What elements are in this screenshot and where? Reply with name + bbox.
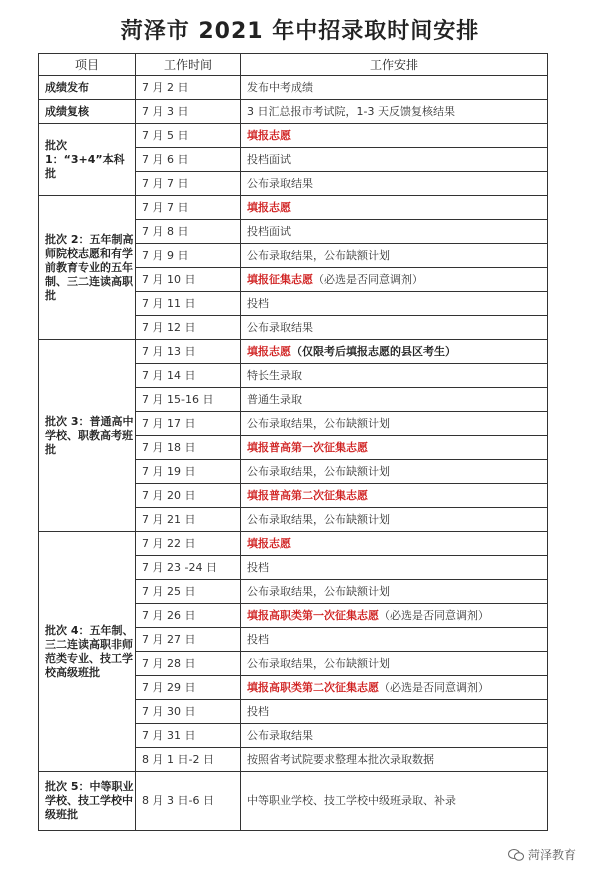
work-time: 7 月 11 日 xyxy=(136,292,241,316)
task-text: 公布录取结果 xyxy=(247,176,313,190)
work-task xyxy=(241,604,548,628)
task-note: （必选是否同意调剂） xyxy=(379,680,489,694)
work-task xyxy=(241,268,548,292)
task-text: 按照省考试院要求整理本批次录取数据 xyxy=(247,752,434,766)
work-task xyxy=(241,676,548,700)
table-row xyxy=(39,532,548,556)
work-time: 7 月 7 日 xyxy=(136,172,241,196)
batch-label: 批次 2：五年制高师院校志愿和有学前教育专业的五年制、三二连读高职批 xyxy=(39,196,136,340)
work-time: 7 月 28 日 xyxy=(136,652,241,676)
work-task xyxy=(241,484,548,508)
work-task xyxy=(241,220,548,244)
work-time: 7 月 13 日 xyxy=(136,340,241,364)
table-row xyxy=(39,76,548,100)
table-row xyxy=(39,196,548,220)
work-time: 7 月 7 日 xyxy=(136,196,241,220)
work-time: 7 月 17 日 xyxy=(136,412,241,436)
task-text: 公布录取结果，公布缺额计划 xyxy=(247,464,390,478)
table-row xyxy=(39,100,548,124)
task-text: 特长生录取 xyxy=(247,368,302,382)
task-text: 填报高职类第二次征集志愿 xyxy=(247,680,379,694)
work-task xyxy=(241,724,548,748)
work-time: 7 月 29 日 xyxy=(136,676,241,700)
task-text: 填报志愿 xyxy=(247,200,291,214)
task-note: （必选是否同意调剂） xyxy=(379,608,489,622)
work-time: 7 月 9 日 xyxy=(136,244,241,268)
work-task xyxy=(241,292,548,316)
task-text: 中等职业学校、技工学校中级班录取、补录 xyxy=(247,794,456,807)
schedule-table xyxy=(38,53,548,831)
work-time: 7 月 21 日 xyxy=(136,508,241,532)
task-text: 公布录取结果，公布缺额计划 xyxy=(247,248,390,262)
work-task xyxy=(241,100,548,124)
task-text: 投档 xyxy=(247,560,269,574)
page-title: 菏泽市 2021 年中招录取时间安排 xyxy=(120,19,480,44)
task-text: 公布录取结果 xyxy=(247,728,313,742)
task-note: （仅限考后填报志愿的县区考生） xyxy=(291,344,456,358)
work-time: 7 月 22 日 xyxy=(136,532,241,556)
task-text: 公布录取结果，公布缺额计划 xyxy=(247,512,390,526)
task-text: 投档面试 xyxy=(247,224,291,238)
work-task xyxy=(241,244,548,268)
work-task xyxy=(241,700,548,724)
task-text: 填报征集志愿 xyxy=(247,272,313,286)
table-header-row xyxy=(39,54,548,76)
work-task xyxy=(241,772,548,831)
task-text: 投档 xyxy=(247,704,269,718)
table-row xyxy=(39,772,548,831)
work-task xyxy=(241,388,548,412)
table-row xyxy=(39,124,548,148)
work-time: 7 月 26 日 xyxy=(136,604,241,628)
work-time: 7 月 15-16 日 xyxy=(136,388,241,412)
batch-label: 批次 1：“3+4”本科批 xyxy=(39,124,136,196)
task-text: 投档 xyxy=(247,296,269,310)
work-task xyxy=(241,124,548,148)
work-time: 8 月 3 日-6 日 xyxy=(136,772,241,831)
work-task xyxy=(241,364,548,388)
work-time: 7 月 20 日 xyxy=(136,484,241,508)
batch-label: 批次 3：普通高中学校、职教高考班批 xyxy=(39,340,136,532)
batch-label: 批次 5：中等职业学校、技工学校中级班批 xyxy=(39,772,136,831)
table-row xyxy=(39,340,548,364)
batch-label: 批次 4：五年制、三二连读高职非师范类专业、技工学校高级班批 xyxy=(39,532,136,772)
work-time: 7 月 14 日 xyxy=(136,364,241,388)
wechat-icon xyxy=(508,849,524,861)
work-task xyxy=(241,412,548,436)
work-time: 7 月 30 日 xyxy=(136,700,241,724)
work-task xyxy=(241,436,548,460)
work-task xyxy=(241,532,548,556)
work-time: 7 月 18 日 xyxy=(136,436,241,460)
work-task xyxy=(241,196,548,220)
work-task xyxy=(241,580,548,604)
work-task xyxy=(241,508,548,532)
task-text: 填报志愿 xyxy=(247,128,291,142)
work-task xyxy=(241,652,548,676)
task-text: 普通生录取 xyxy=(247,392,302,406)
work-task xyxy=(241,340,548,364)
work-task xyxy=(241,460,548,484)
work-task xyxy=(241,316,548,340)
task-text: 发布中考成绩 xyxy=(247,80,313,94)
work-task xyxy=(241,148,548,172)
schedule-body xyxy=(39,76,548,831)
work-time: 7 月 27 日 xyxy=(136,628,241,652)
watermark-text: 菏泽教育 xyxy=(528,848,577,862)
task-text: 公布录取结果，公布缺额计划 xyxy=(247,584,390,598)
task-text: 公布录取结果，公布缺额计划 xyxy=(247,416,390,430)
batch-label: 成绩发布 xyxy=(39,76,136,100)
work-time: 7 月 3 日 xyxy=(136,100,241,124)
task-text: 公布录取结果，公布缺额计划 xyxy=(247,656,390,670)
header-item: 项目 xyxy=(39,54,136,76)
work-task xyxy=(241,556,548,580)
work-task xyxy=(241,628,548,652)
work-task xyxy=(241,76,548,100)
watermark xyxy=(508,846,576,863)
task-text: 填报高职类第一次征集志愿 xyxy=(247,608,379,622)
work-time: 7 月 25 日 xyxy=(136,580,241,604)
work-time: 7 月 6 日 xyxy=(136,148,241,172)
task-note: （必选是否同意调剂） xyxy=(313,272,423,286)
work-time: 7 月 5 日 xyxy=(136,124,241,148)
batch-label: 成绩复核 xyxy=(39,100,136,124)
task-text: 公布录取结果 xyxy=(247,320,313,334)
task-text: 投档 xyxy=(247,632,269,646)
work-task xyxy=(241,748,548,772)
work-time: 7 月 8 日 xyxy=(136,220,241,244)
work-time: 7 月 31 日 xyxy=(136,724,241,748)
task-text: 3 日汇总报市考试院，1-3 天反馈复核结果 xyxy=(247,104,455,118)
task-text: 投档面试 xyxy=(247,152,291,166)
work-time: 7 月 19 日 xyxy=(136,460,241,484)
task-text: 填报志愿 xyxy=(247,344,291,358)
header-task: 工作安排 xyxy=(241,54,548,76)
task-text: 填报普高第一次征集志愿 xyxy=(247,440,368,454)
task-text: 填报普高第二次征集志愿 xyxy=(247,488,368,502)
work-time: 7 月 2 日 xyxy=(136,76,241,100)
work-time: 7 月 12 日 xyxy=(136,316,241,340)
work-time: 7 月 23 -24 日 xyxy=(136,556,241,580)
work-task xyxy=(241,172,548,196)
work-time: 7 月 10 日 xyxy=(136,268,241,292)
header-time: 工作时间 xyxy=(136,54,241,76)
work-time: 8 月 1 日-2 日 xyxy=(136,748,241,772)
task-text: 填报志愿 xyxy=(247,536,291,550)
